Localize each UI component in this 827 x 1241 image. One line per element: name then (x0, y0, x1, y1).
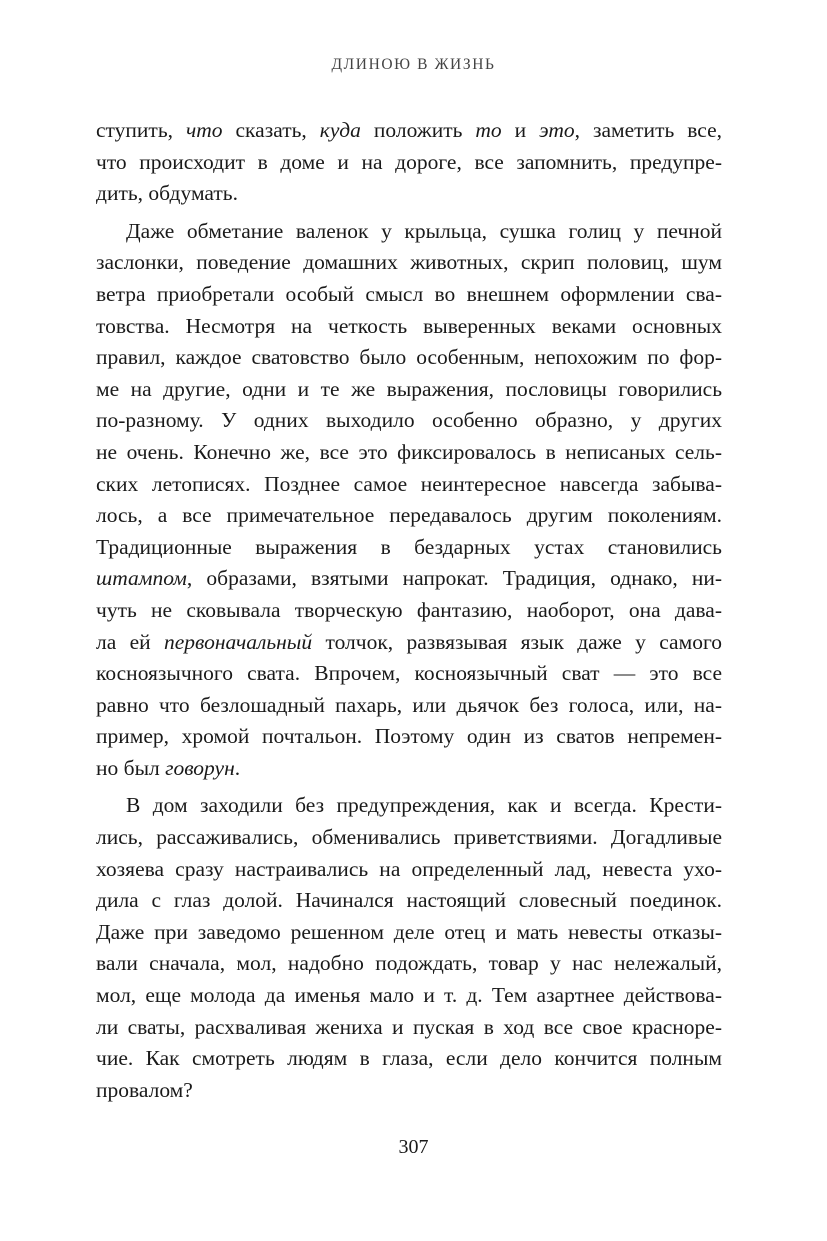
text-line: штампом, образами, взятыми напрокат. Традиция, однако, ни- (96, 566, 722, 591)
text-line: Даже при заведомо решенном деле отец и мать невесты отказы- (96, 919, 722, 944)
text-line: ветра приобретали особый смысл во внешнем оформлении сва- (96, 281, 722, 306)
text-line: В дом заходили без предупреждения, как и всегда. Крести- (126, 793, 722, 818)
body-text (96, 115, 722, 1106)
page-number: 307 (398, 1136, 429, 1158)
text-line: косноязычного свата. Впрочем, косноязычный сват — это все (96, 661, 722, 686)
text-line: равно что безлошадный пахарь, или дьячок без голоса, или, на- (96, 692, 722, 717)
text-line: вали сначала, мол, надобно подождать, товар у нас нележалый, (96, 951, 722, 976)
text-line: дила с глаз долой. Начинался настоящий словесный поединок. (96, 888, 722, 913)
text-line: ступить, что сказать, куда положить то и это, заметить все, (96, 118, 722, 142)
text-line: хозяева сразу настраивались на определенный лад, невеста ухо- (96, 856, 722, 881)
text-line: ла ей первоначальный толчок, развязывая язык даже у самого (96, 629, 722, 654)
emphasis-word: первоначальный (164, 629, 313, 654)
text-line: мол, еще молода да именья мало и т. д. Тем азартнее действова- (96, 983, 722, 1008)
text-line: Традиционные выражения в бездарных устах становились (96, 534, 722, 559)
running-header: ДЛИНОЮ В ЖИЗНЬ (331, 56, 496, 73)
text-line: провалом? (96, 1077, 193, 1102)
text-line: не очень. Конечно же, все это фиксировалось в неписаных сель- (96, 439, 722, 464)
text-line: чие. Как смотреть людям в глаза, если дело кончится полным (96, 1046, 722, 1071)
text-line: пример, хромой почтальон. Поэтому один из сватов непремен- (96, 724, 722, 749)
text-line: по-разному. У одних выходило особенно образно, у других (96, 408, 722, 433)
text-line: ских летописях. Позднее самое неинтересное навсегда забыва- (96, 471, 722, 496)
text-line: правил, каждое сватовство было особенным, непохожим по фор- (96, 345, 722, 370)
text-line: лись, рассаживались, обменивались приветствиями. Догадливые (96, 825, 722, 850)
text-line: что происходит в доме и на дороге, все запомнить, предупре- (96, 149, 722, 174)
text-line: товства. Несмотря на четкость выверенных веками основных (96, 313, 722, 338)
emphasis-word: говорун (165, 755, 235, 780)
text-line: дить, обдумать. (96, 181, 238, 206)
emphasis-word: это (539, 118, 575, 142)
text-line: ме на другие, одни и те же выражения, пословицы говорились (96, 376, 722, 401)
emphasis-word: куда (319, 118, 361, 142)
text-line: но был говорун. (96, 755, 241, 780)
emphasis-word: что (185, 118, 223, 142)
text-line: чуть не сковывала творческую фантазию, наоборот, она дава- (96, 597, 722, 622)
emphasis-word: штампом (96, 566, 187, 591)
text-line: заслонки, поведение домашних животных, скрип половиц, шум (96, 250, 722, 275)
text-line: ли сваты, расхваливая жениха и пуская в ход все свое красноре- (96, 1014, 722, 1039)
text-line: Даже обметание валенок у крыльца, сушка голиц у печной (126, 218, 722, 243)
emphasis-word: то (475, 118, 502, 142)
text-line: лось, а все примечательное передавалось другим поколениям. (96, 503, 722, 528)
